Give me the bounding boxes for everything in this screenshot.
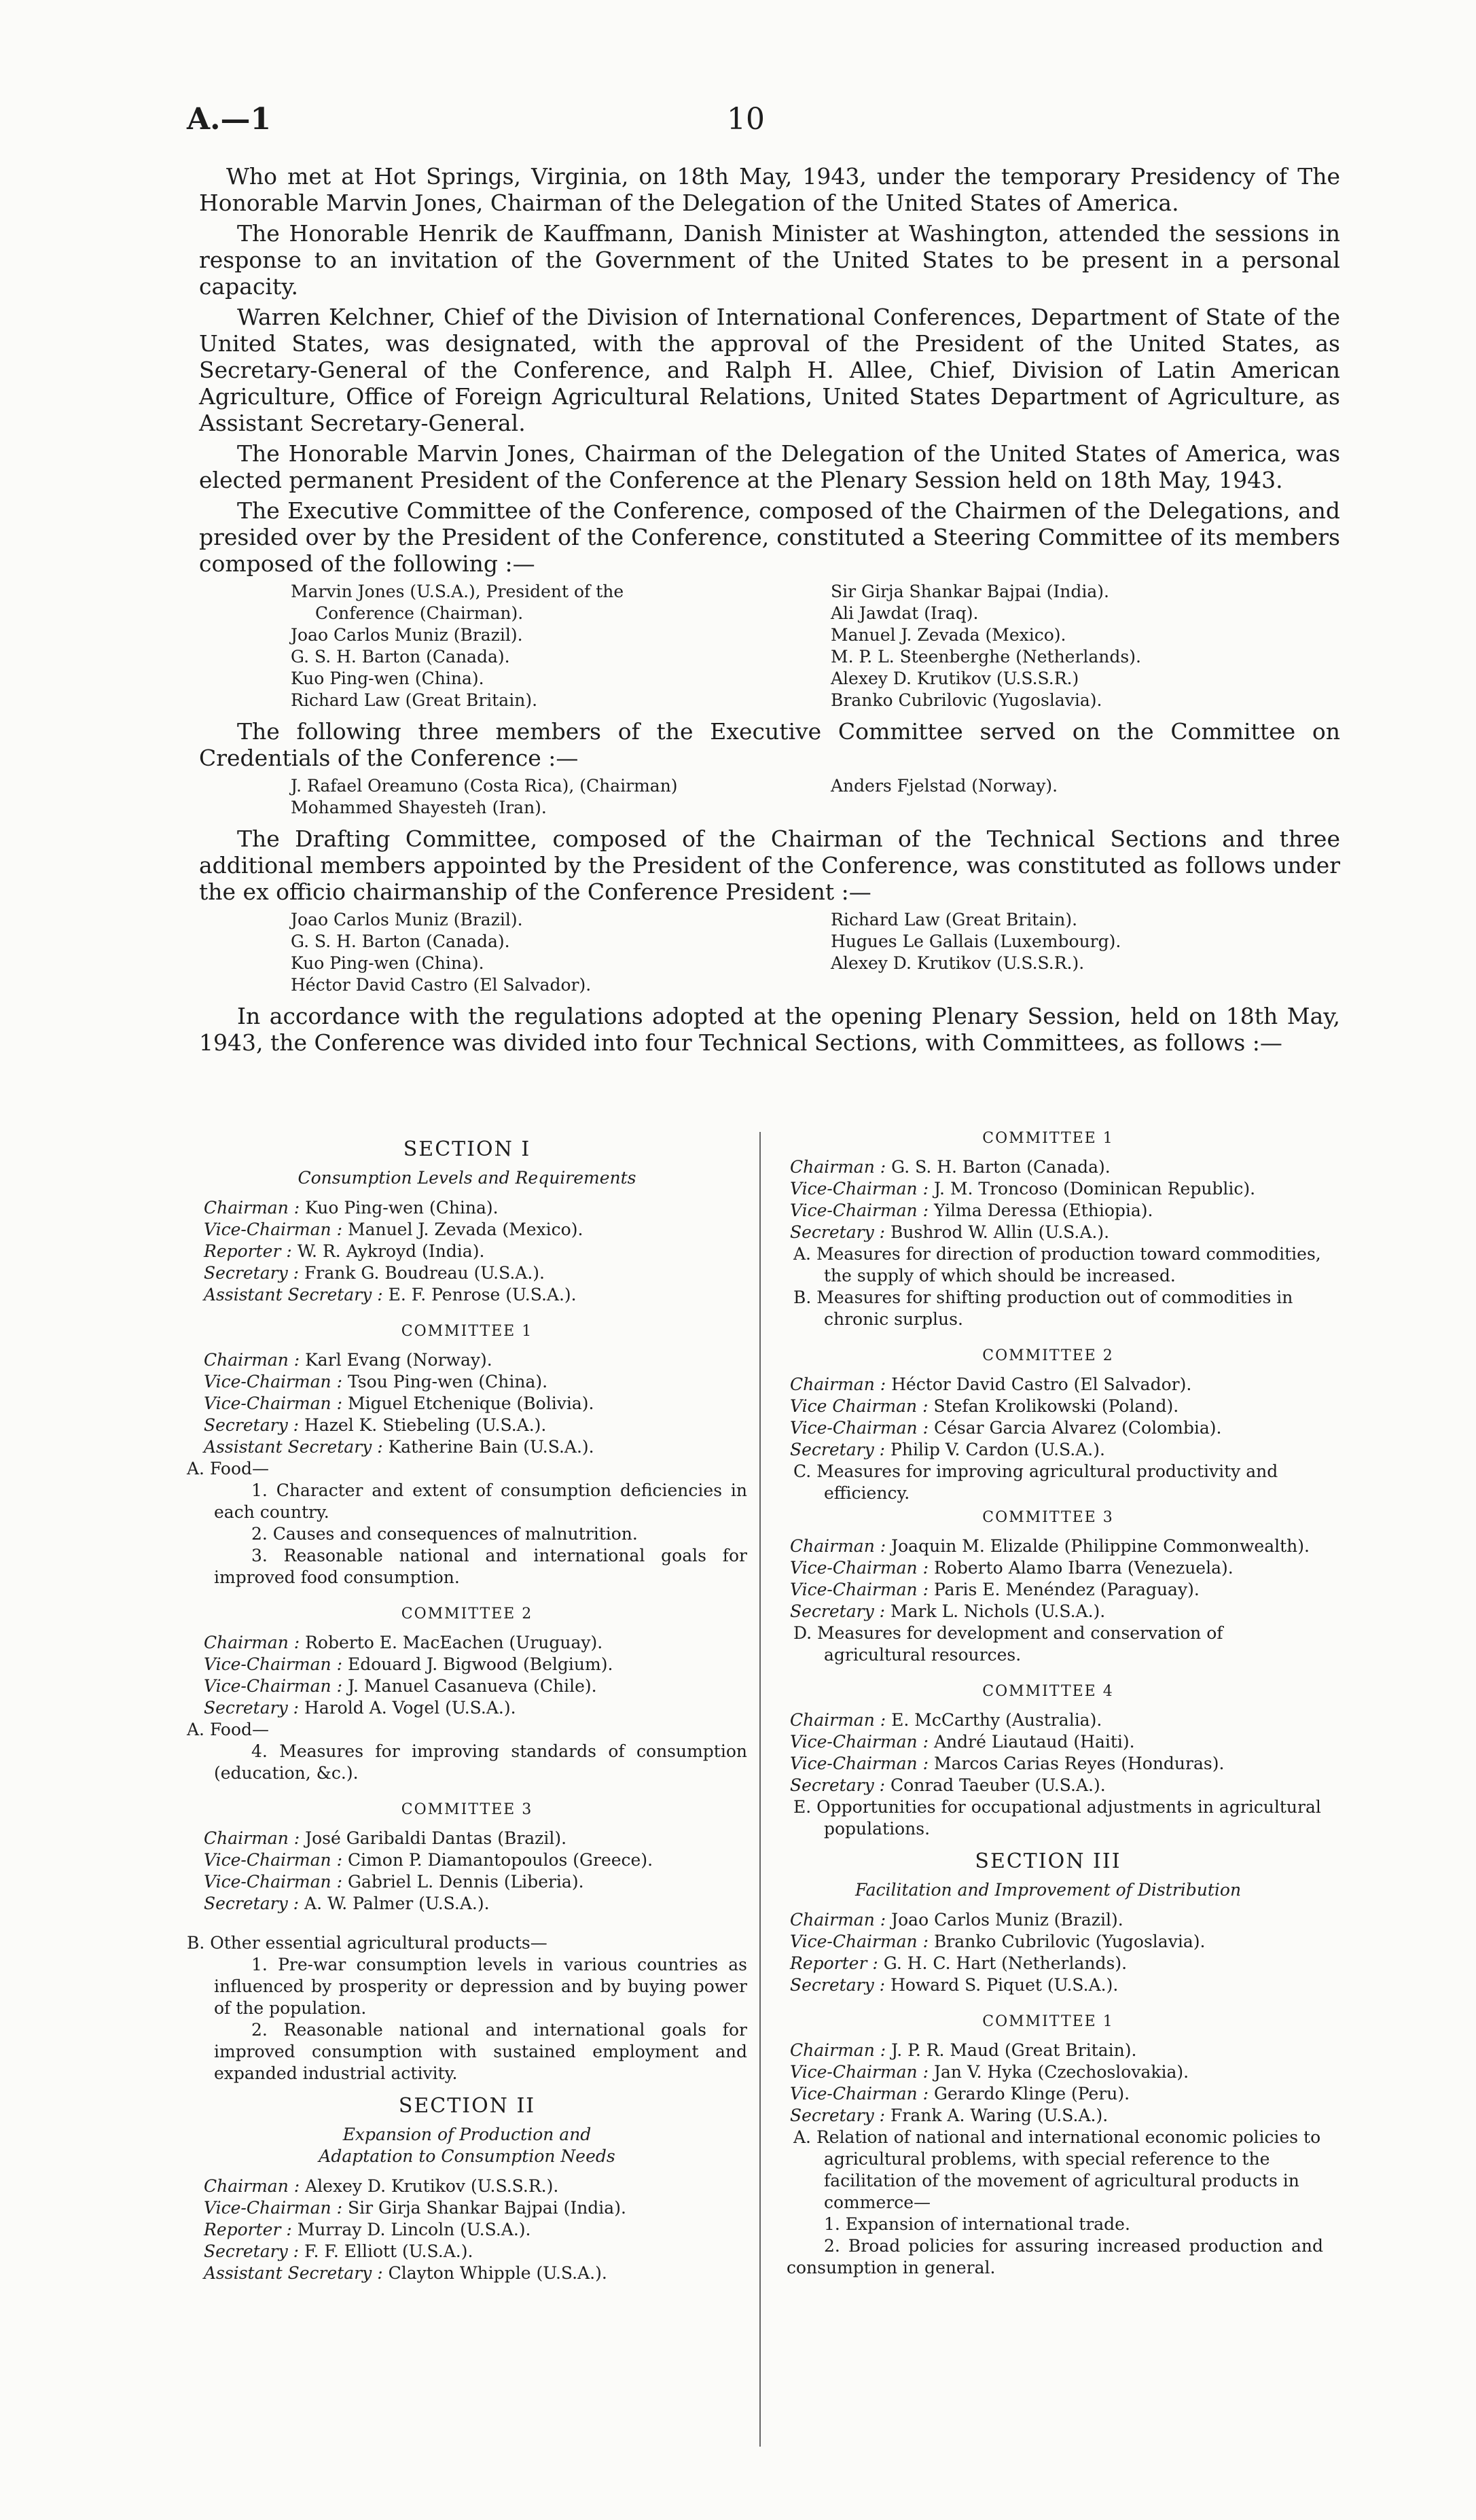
officer-name: Harold A. Vogel (U.S.A.).	[304, 1698, 516, 1718]
officer-row	[187, 1349, 747, 1371]
committee-title: COMMITTEE 2	[401, 1605, 533, 1622]
officer-row	[773, 1439, 1323, 1461]
officer-name: Alexey D. Krutikov (U.S.S.R.).	[305, 2176, 559, 2196]
member: G. S. H. Barton (Canada).	[291, 647, 510, 667]
officer-role: Chairman :	[790, 1910, 892, 1930]
officer-name: Hazel K. Stiebeling (U.S.A.).	[304, 1415, 547, 1435]
officer-list	[773, 1156, 1323, 1243]
agenda-item: B. Measures for shifting production out of commodities in chronic surplus.	[793, 1288, 1293, 1329]
officer-list	[773, 1909, 1323, 1996]
officer-row	[773, 1396, 1323, 1417]
agenda-heading: A. Food—	[187, 1459, 270, 1478]
officer-row	[773, 1374, 1323, 1396]
officer-row	[187, 1893, 747, 1915]
officer-role: Vice-Chairman :	[204, 1394, 348, 1413]
officer-row	[773, 1222, 1323, 1243]
officer-row	[187, 2197, 747, 2219]
officer-name: E. McCarthy (Australia).	[891, 1710, 1102, 1730]
officer-name: José Garibaldi Dantas (Brazil).	[305, 1828, 567, 1848]
officer-list	[773, 1536, 1323, 1622]
member: Conference (Chairman).	[315, 603, 524, 623]
agenda-item: 1. Expansion of international trade.	[824, 2214, 1130, 2234]
agenda-item: D. Measures for development and conservation of agricultural resources.	[793, 1623, 1223, 1665]
agenda-item: 2. Causes and consequences of malnutrition.	[251, 1524, 638, 1544]
officer-name: Yilma Deressa (Ethiopia).	[933, 1201, 1153, 1220]
officer-row	[187, 1197, 747, 1219]
officer-name: A. W. Palmer (U.S.A.).	[304, 1894, 490, 1913]
member: Manuel J. Zevada (Mexico).	[831, 625, 1066, 645]
officer-name: J. P. R. Maud (Great Britain).	[891, 2040, 1137, 2060]
agenda-heading: B. Other essential agricultural products—	[187, 1933, 547, 1953]
intro-paragraph: The Honorable Marvin Jones, Chairman of the Delegation of the United States of America, was elected permanent President of the Conference at the Plenary Session held on 18th May, 1943.	[199, 440, 1340, 493]
officer-role: Secretary :	[204, 1415, 305, 1435]
committee-title: COMMITTEE 3	[982, 1509, 1114, 1526]
officer-row	[773, 1200, 1323, 1222]
officer-name: Jan V. Hyka (Czechoslovakia).	[933, 2062, 1189, 2082]
officer-row	[773, 1178, 1323, 1200]
agenda-item: A. Measures for direction of production toward commodities, the supply of which should be increased.	[793, 1244, 1321, 1285]
officer-name: Gabriel L. Dennis (Liberia).	[347, 1872, 584, 1892]
member: Héctor David Castro (El Salvador).	[291, 975, 592, 995]
agenda-item: 2. Reasonable national and international goals for improved consumption with sustained employment and expanded industrial activity.	[214, 2020, 747, 2083]
officer-role: Reporter :	[790, 1953, 884, 1973]
section-subtitle: Expansion of Production and Adaptation to Consumption Needs	[319, 2125, 615, 2166]
officer-name: César Garcia Alvarez (Colombia).	[933, 1418, 1222, 1438]
officer-name: Edouard J. Bigwood (Belgium).	[347, 1654, 613, 1674]
officer-name: Miguel Etchenique (Bolivia).	[347, 1394, 594, 1413]
member: Joao Carlos Muniz (Brazil).	[291, 910, 523, 929]
officer-name: Marcos Carias Reyes (Honduras).	[933, 1754, 1225, 1773]
page-number: 10	[727, 102, 765, 137]
officer-role: Vice-Chairman :	[204, 1676, 348, 1696]
officer-row	[187, 2241, 747, 2262]
officer-role: Reporter :	[204, 1241, 298, 1261]
officer-name: Manuel J. Zevada (Mexico).	[347, 1220, 583, 1239]
member: M. P. L. Steenberghe (Netherlands).	[831, 647, 1141, 667]
officer-role: Vice-Chairman :	[790, 1418, 934, 1438]
member: Kuo Ping-wen (China).	[291, 669, 484, 688]
officer-row	[773, 2040, 1323, 2061]
member: Anders Fjelstad (Norway).	[831, 776, 1058, 796]
officer-role: Chairman :	[204, 1198, 306, 1218]
member: Richard Law (Great Britain).	[291, 690, 538, 710]
officer-role: Secretary :	[790, 1222, 891, 1242]
officer-role: Vice-Chairman :	[204, 1850, 348, 1870]
agenda-item: 2. Broad policies for assuring increased production and consumption in general.	[787, 2236, 1323, 2277]
officer-row	[187, 2219, 747, 2241]
officer-name: J. Manuel Casanueva (Chile).	[347, 1676, 597, 1696]
officer-name: Katherine Bain (U.S.A.).	[388, 1437, 594, 1457]
member: Alexey D. Krutikov (U.S.S.R.)	[831, 669, 1079, 688]
officer-row	[187, 1632, 747, 1654]
officer-role: Vice-Chairman :	[204, 1372, 348, 1391]
officer-name: Karl Evang (Norway).	[305, 1350, 492, 1370]
officer-row	[773, 1536, 1323, 1557]
officer-row	[773, 1579, 1323, 1601]
officer-row	[773, 1953, 1323, 1974]
intro-paragraph: In accordance with the regulations adopted at the opening Plenary Session, held on 18th May, 1943, the Conference was divided into four Technical Sections, with Committees, as follows :—	[199, 1003, 1340, 1056]
officer-role: Vice-Chairman :	[204, 2198, 348, 2218]
officer-name: Murray D. Lincoln (U.S.A.).	[297, 2220, 531, 2239]
credentials-committee-list	[199, 775, 1340, 819]
officer-role: Chairman :	[790, 1374, 892, 1394]
officer-row	[773, 1417, 1323, 1439]
officer-name: G. H. C. Hart (Netherlands).	[883, 1953, 1128, 1973]
intro-paragraph: The Honorable Henrik de Kauffmann, Danish Minister at Washington, attended the sessions in response to an invitation of the Government of the United States to be present in a personal capacity.	[199, 220, 1340, 300]
officer-name: Branko Cubrilovic (Yugoslavia).	[933, 1932, 1206, 1951]
officer-role: Chairman :	[790, 1157, 892, 1177]
member: Sir Girja Shankar Bajpai (India).	[831, 582, 1109, 601]
officer-role: Chairman :	[204, 1350, 306, 1370]
officer-row	[187, 1371, 747, 1393]
steering-committee-list	[199, 581, 1340, 711]
officer-row	[187, 1675, 747, 1697]
section-title: SECTION II	[398, 2094, 536, 2118]
officer-list	[773, 1709, 1323, 1796]
drafting-committee-list	[199, 909, 1340, 996]
agenda-item: 1. Pre-war consumption levels in various countries as influenced by prosperity or depression and by buying power of the population.	[214, 1955, 747, 2018]
officer-name: Cimon P. Diamantopoulos (Greece).	[347, 1850, 653, 1870]
officer-list	[773, 1374, 1323, 1461]
officer-list	[187, 1632, 747, 1719]
column-divider	[759, 1132, 761, 2447]
officer-role: Secretary :	[790, 1601, 891, 1621]
officer-list	[187, 1197, 747, 1306]
officer-row	[773, 1156, 1323, 1178]
officer-name: F. F. Elliott (U.S.A.).	[304, 2241, 473, 2261]
officer-name: Héctor David Castro (El Salvador).	[891, 1374, 1192, 1394]
officer-name: Clayton Whipple (U.S.A.).	[388, 2263, 607, 2283]
officer-role: Chairman :	[790, 1710, 892, 1730]
right-column	[773, 1128, 1323, 2460]
officer-list	[187, 2176, 747, 2284]
officer-name: Roberto Alamo Ibarra (Venezuela).	[933, 1558, 1234, 1578]
officer-list	[187, 1349, 747, 1458]
intro-paragraph: Who met at Hot Springs, Virginia, on 18th May, 1943, under the temporary Presidency of The Honorable Marvin Jones, Chairman of the Delegation of the United States of America.	[199, 163, 1340, 216]
member: Hugues Le Gallais (Luxembourg).	[831, 931, 1121, 951]
member: Alexey D. Krutikov (U.S.S.R.).	[831, 953, 1085, 973]
officer-name: Tsou Ping-wen (China).	[347, 1372, 548, 1391]
officer-name: André Liautaud (Haiti).	[933, 1732, 1135, 1752]
committee-title: COMMITTEE 3	[401, 1801, 533, 1818]
officer-role: Secretary :	[790, 1975, 891, 1995]
member: Branko Cubrilovic (Yugoslavia).	[831, 690, 1102, 710]
officer-role: Vice-Chairman :	[790, 2084, 934, 2104]
section-subtitle: Facilitation and Improvement of Distribution	[854, 1880, 1242, 1900]
committee-title: COMMITTEE 4	[982, 1683, 1114, 1700]
intro-paragraph: The Drafting Committee, composed of the Chairman of the Technical Sections and three additional members appointed by the President of the Conference, was constituted as follows under the ex officio chairmanship of the Conference President :—	[199, 826, 1340, 905]
officer-row	[187, 1849, 747, 1871]
officer-row	[187, 1436, 747, 1458]
section-title: SECTION I	[403, 1137, 531, 1161]
officer-row	[773, 2061, 1323, 2083]
officer-name: Howard S. Piquet (U.S.A.).	[890, 1975, 1119, 1995]
officer-name: Kuo Ping-wen (China).	[305, 1198, 499, 1218]
officer-role: Vice-Chairman :	[790, 1201, 934, 1220]
officer-role: Vice-Chairman :	[790, 1558, 934, 1578]
officer-row	[187, 1871, 747, 1893]
agenda-item: 3. Reasonable national and international goals for improved food consumption.	[214, 1546, 747, 1587]
document-code: A.—1	[187, 102, 272, 137]
officer-name: Frank A. Waring (U.S.A.).	[890, 2106, 1109, 2125]
member: G. S. H. Barton (Canada).	[291, 931, 510, 951]
officer-row	[773, 1731, 1323, 1753]
officer-role: Assistant Secretary :	[204, 1285, 389, 1305]
officer-role: Chairman :	[204, 1828, 306, 1848]
officer-role: Vice-Chairman :	[790, 1179, 934, 1199]
intro-paragraph: Warren Kelchner, Chief of the Division of International Conferences, Department of State of the United States, was designated, with the approval of the President of the United States, as Secretary-General of the Conference, and Ralph H. Allee, Chief, Division of Latin American Agriculture, Office of Foreign Agricultural Relations, United States Department of Agriculture, as Assistant Secretary-General.	[199, 304, 1340, 436]
officer-role: Vice Chairman :	[790, 1396, 934, 1416]
officer-row	[773, 1909, 1323, 1931]
officer-row	[187, 1284, 747, 1306]
agenda-item: C. Measures for improving agricultural productivity and efficiency.	[793, 1461, 1278, 1503]
officer-name: Roberto E. MacEachen (Uruguay).	[305, 1633, 603, 1652]
officer-row	[187, 1219, 747, 1241]
member: J. Rafael Oreamuno (Costa Rica), (Chairman)	[291, 776, 678, 796]
officer-role: Secretary :	[790, 1775, 891, 1795]
officer-role: Vice-Chairman :	[790, 1932, 934, 1951]
member: Kuo Ping-wen (China).	[291, 953, 484, 973]
officer-name: E. F. Penrose (U.S.A.).	[388, 1285, 577, 1305]
officer-row	[187, 2262, 747, 2284]
officer-name: Paris E. Menéndez (Paraguay).	[933, 1580, 1200, 1599]
officer-role: Secretary :	[204, 1894, 305, 1913]
officer-row	[187, 1654, 747, 1675]
officer-name: Sir Girja Shankar Bajpai (India).	[347, 2198, 626, 2218]
officer-name: G. S. H. Barton (Canada).	[891, 1157, 1111, 1177]
officer-role: Secretary :	[790, 2106, 891, 2125]
officer-row	[773, 1753, 1323, 1775]
officer-row	[773, 1709, 1323, 1731]
officer-name: Frank G. Boudreau (U.S.A.).	[304, 1263, 545, 1283]
officer-role: Reporter :	[204, 2220, 298, 2239]
officer-name: Mark L. Nichols (U.S.A.).	[890, 1601, 1106, 1621]
member: Richard Law (Great Britain).	[831, 910, 1078, 929]
officer-role: Vice-Chairman :	[790, 1754, 934, 1773]
committee-title: COMMITTEE 1	[982, 1130, 1114, 1147]
officer-role: Vice-Chairman :	[204, 1654, 348, 1674]
agenda-item: E. Opportunities for occupational adjustments in agricultural populations.	[793, 1797, 1321, 1839]
officer-role: Secretary :	[790, 1440, 891, 1459]
intro-text	[199, 163, 1340, 1060]
committee-title: COMMITTEE 1	[401, 1323, 533, 1340]
officer-row	[187, 1828, 747, 1849]
left-column	[183, 1128, 747, 2460]
officer-list	[187, 1828, 747, 1915]
officer-role: Vice-Chairman :	[790, 1732, 934, 1752]
agenda-heading: A. Relation of national and international economic policies to agricultural problems, with special reference to the facilitation of the movement of agricultural products in commerce—	[793, 2127, 1321, 2212]
officer-row	[773, 2105, 1323, 2127]
section-subtitle: Consumption Levels and Requirements	[298, 1168, 636, 1188]
officer-name: Bushrod W. Allin (U.S.A.).	[890, 1222, 1110, 1242]
officer-name: Gerardo Klinge (Peru).	[933, 2084, 1130, 2104]
member: Ali Jawdat (Iraq).	[831, 603, 979, 623]
agenda-item: 1. Character and extent of consumption deficiencies in each country.	[214, 1480, 747, 1522]
officer-role: Secretary :	[204, 1698, 305, 1718]
intro-paragraph: The Executive Committee of the Conference, composed of the Chairmen of the Delegations, and presided over by the President of the Conference, constituted a Steering Committee of its members composed of the following :—	[199, 497, 1340, 577]
officer-role: Vice-Chairman :	[204, 1220, 348, 1239]
officer-row	[187, 1415, 747, 1436]
officer-role: Chairman :	[204, 2176, 306, 2196]
officer-role: Vice-Chairman :	[790, 2062, 934, 2082]
officer-row	[187, 1262, 747, 1284]
officer-row	[773, 1775, 1323, 1796]
officer-role: Secretary :	[204, 2241, 305, 2261]
officer-row	[187, 1393, 747, 1415]
officer-row	[773, 2083, 1323, 2105]
officer-role: Chairman :	[790, 2040, 892, 2060]
officer-row	[187, 1241, 747, 1262]
member: Mohammed Shayesteh (Iran).	[291, 798, 547, 817]
officer-role: Assistant Secretary :	[204, 2263, 389, 2283]
member: Marvin Jones (U.S.A.), President of the	[291, 582, 624, 601]
officer-role: Assistant Secretary :	[204, 1437, 389, 1457]
officer-name: Stefan Krolikowski (Poland).	[933, 1396, 1179, 1416]
officer-name: J. M. Troncoso (Dominican Republic).	[933, 1179, 1256, 1199]
officer-name: Philip V. Cardon (U.S.A.).	[890, 1440, 1105, 1459]
section-title: SECTION III	[975, 1849, 1121, 1873]
technical-sections	[183, 1128, 1345, 2460]
officer-list	[773, 2040, 1323, 2127]
officer-name: W. R. Aykroyd (India).	[297, 1241, 485, 1261]
officer-name: Conrad Taeuber (U.S.A.).	[890, 1775, 1106, 1795]
member: Joao Carlos Muniz (Brazil).	[291, 625, 523, 645]
officer-row	[773, 1557, 1323, 1579]
officer-role: Chairman :	[204, 1633, 306, 1652]
committee-title: COMMITTEE 2	[982, 1347, 1114, 1364]
officer-row	[773, 1974, 1323, 1996]
officer-role: Vice-Chairman :	[790, 1580, 934, 1599]
officer-role: Chairman :	[790, 1536, 892, 1556]
committee-title: COMMITTEE 1	[982, 2013, 1114, 2030]
agenda-heading: A. Food—	[187, 1720, 270, 1739]
agenda-item: 4. Measures for improving standards of consumption (education, &c.).	[214, 1741, 747, 1783]
officer-role: Secretary :	[204, 1263, 305, 1283]
officer-name: Joao Carlos Muniz (Brazil).	[891, 1910, 1123, 1930]
intro-paragraph: The following three members of the Executive Committee served on the Committee on Credentials of the Conference :—	[199, 718, 1340, 771]
officer-role: Vice-Chairman :	[204, 1872, 348, 1892]
officer-name: Joaquin M. Elizalde (Philippine Commonwealth).	[891, 1536, 1310, 1556]
officer-row	[187, 1697, 747, 1719]
officer-row	[773, 1601, 1323, 1622]
officer-row	[187, 2176, 747, 2197]
officer-row	[773, 1931, 1323, 1953]
